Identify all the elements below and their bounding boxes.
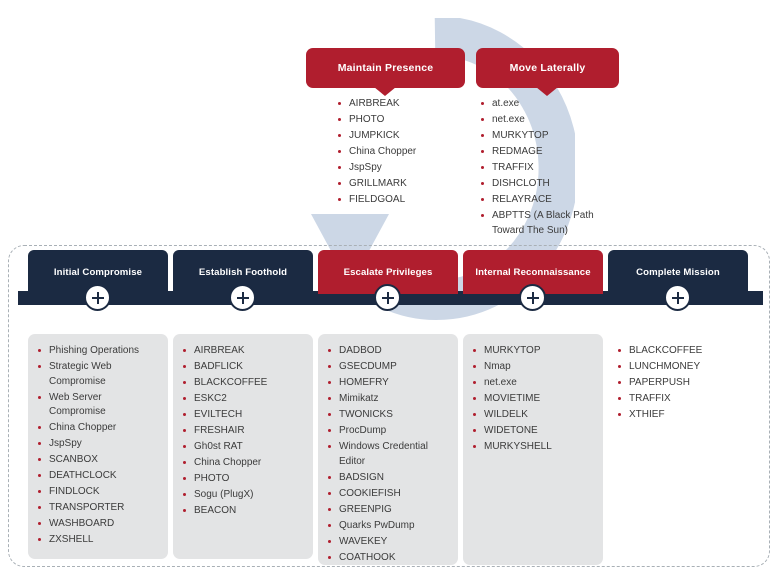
list-item: Gh0st RAT [183, 440, 305, 455]
top-box-move-laterally-label: Move Laterally [509, 62, 586, 74]
list-item: at.exe [481, 97, 621, 112]
top-box-maintain-presence-label: Maintain Presence [337, 62, 434, 74]
list-item: MURKYTOP [481, 129, 621, 144]
list-item: LUNCHMONEY [618, 360, 748, 375]
list-item: PAPERPUSH [618, 376, 748, 391]
list-item: Windows Credential Editor [328, 440, 450, 469]
list-item: TWONICKS [328, 408, 450, 423]
list-item: net.exe [473, 376, 595, 391]
list-item: AIRBREAK [183, 344, 305, 359]
list-item: ProcDump [328, 424, 450, 439]
list-item: FINDLOCK [38, 485, 160, 500]
list-item: TRAFFIX [618, 392, 748, 407]
list-item: Phishing Operations [38, 344, 160, 359]
list-item: WAVEKEY [328, 535, 450, 550]
list-item: Sogu (PlugX) [183, 488, 305, 503]
panel-escalate-privileges [318, 334, 458, 565]
list-item: MOVIETIME [473, 392, 595, 407]
list-item: WILDELK [473, 408, 595, 423]
stage-header-label: Establish Foothold [198, 266, 288, 278]
list-item: DISHCLOTH [481, 177, 621, 192]
list-item: TRAFFIX [481, 161, 621, 176]
list-item: XTHIEF [618, 408, 748, 423]
list-item: BLACKCOFFEE [618, 344, 748, 359]
list-item: ESKC2 [183, 392, 305, 407]
list-item: FIELDGOAL [338, 193, 478, 208]
list-item: COOKIEFISH [328, 487, 450, 502]
plus-node-escalate-privileges[interactable] [374, 284, 401, 311]
panel-complete-mission [608, 334, 756, 559]
list-item: MURKYTOP [473, 344, 595, 359]
stage-header-label: Initial Compromise [53, 266, 143, 278]
list-item: Quarks PwDump [328, 519, 450, 534]
stage-header-label: Escalate Privileges [343, 266, 433, 278]
list-item: net.exe [481, 113, 621, 128]
list-item: MURKYSHELL [473, 440, 595, 455]
list-item: ZXSHELL [38, 533, 160, 548]
list-item: BEACON [183, 504, 305, 519]
list-item: Mimikatz [328, 392, 450, 407]
list-item: Strategic Web Compromise [38, 360, 160, 389]
plus-node-initial-compromise[interactable] [84, 284, 111, 311]
list-item: GRILLMARK [338, 177, 478, 192]
list-item: BADFLICK [183, 360, 305, 375]
list-item: COATHOOK [328, 551, 450, 566]
list-item: JspSpy [38, 437, 160, 452]
list-item: REDMAGE [481, 145, 621, 160]
list-item: BLACKCOFFEE [183, 376, 305, 391]
maintain-presence-tail [374, 87, 396, 96]
list-item: ABPTTS (A Black Path Toward The Sun) [481, 209, 621, 238]
list-item: AIRBREAK [338, 97, 478, 112]
list-item: Nmap [473, 360, 595, 375]
list-item: JUMPKICK [338, 129, 478, 144]
list-item: FRESHAIR [183, 424, 305, 439]
list-item: DADBOD [328, 344, 450, 359]
panel-establish-foothold [173, 334, 313, 559]
list-item: China Chopper [338, 145, 478, 160]
stage-header-label: Complete Mission [636, 266, 720, 278]
list-item: Web Server Compromise [38, 391, 160, 420]
stage-header-label: Internal Reconnaissance [475, 266, 591, 278]
list-item: JspSpy [338, 161, 478, 176]
move-laterally-list [481, 97, 621, 240]
list-item: SCANBOX [38, 453, 160, 468]
panel-initial-compromise [28, 334, 168, 559]
top-box-move-laterally[interactable] [476, 48, 619, 88]
plus-node-complete-mission[interactable] [664, 284, 691, 311]
list-item: PHOTO [338, 113, 478, 128]
list-item: GREENPIG [328, 503, 450, 518]
panel-internal-reconnaissance [463, 334, 603, 565]
list-item: GSECDUMP [328, 360, 450, 375]
list-item: WIDETONE [473, 424, 595, 439]
top-box-maintain-presence[interactable] [306, 48, 465, 88]
plus-node-establish-foothold[interactable] [229, 284, 256, 311]
plus-node-internal-reconnaissance[interactable] [519, 284, 546, 311]
list-item: DEATHCLOCK [38, 469, 160, 484]
maintain-presence-list [338, 97, 478, 209]
move-laterally-tail [536, 87, 558, 96]
list-item: BADSIGN [328, 471, 450, 486]
list-item: RELAYRACE [481, 193, 621, 208]
list-item: China Chopper [183, 456, 305, 471]
list-item: WASHBOARD [38, 517, 160, 532]
list-item: China Chopper [38, 421, 160, 436]
list-item: PHOTO [183, 472, 305, 487]
list-item: HOMEFRY [328, 376, 450, 391]
list-item: EVILTECH [183, 408, 305, 423]
list-item: TRANSPORTER [38, 501, 160, 516]
